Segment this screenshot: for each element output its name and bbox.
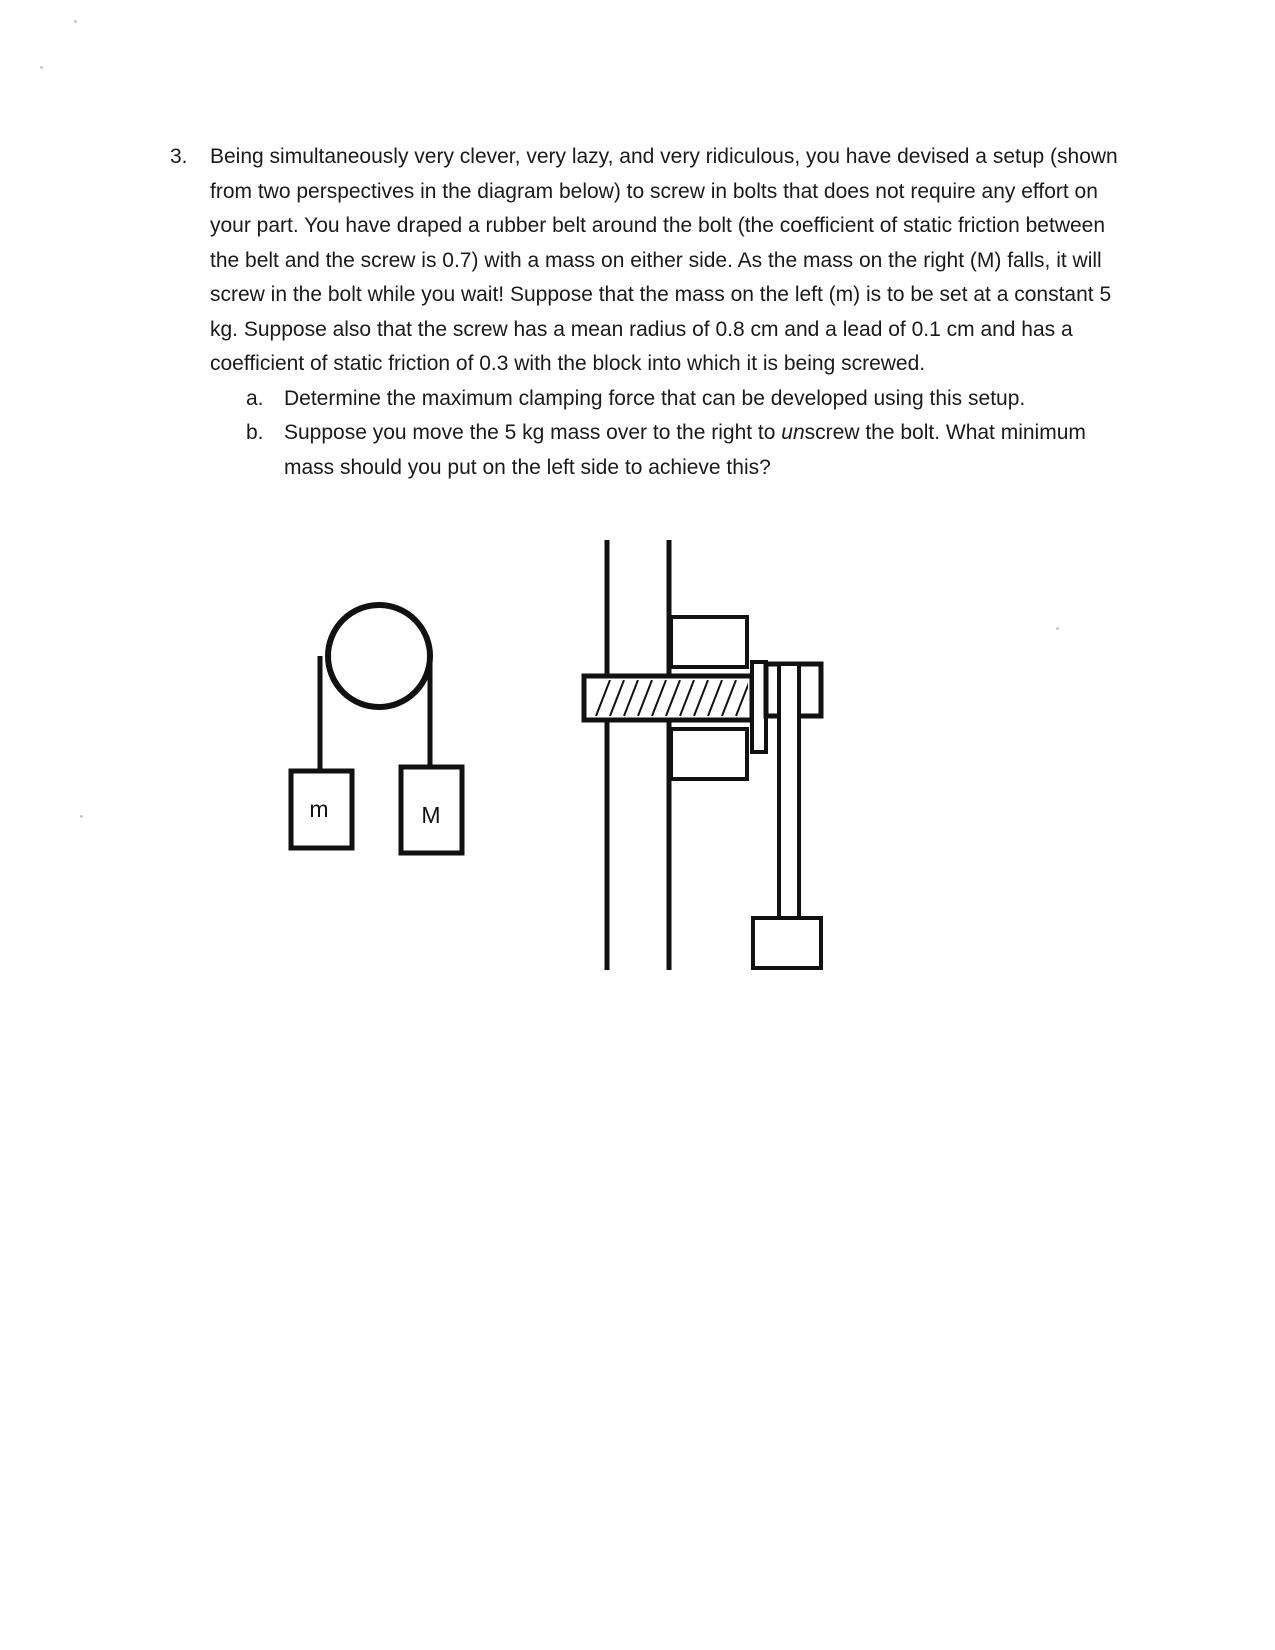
hanging-mass-box xyxy=(753,918,821,968)
subpart-b-text-post: screw the bolt. What minimum mass should you put on the left side to achieve this? xyxy=(284,421,1086,479)
scan-speck xyxy=(80,815,83,818)
bolt-side-view xyxy=(584,540,821,970)
scan-speck xyxy=(74,20,77,23)
subpart-b-text-pre: Suppose you move the 5 kg mass over to the right to xyxy=(284,421,782,444)
subpart-a xyxy=(246,382,1130,417)
subpart-a-text: Determine the maximum clamping force that can be developed using this setup. xyxy=(284,386,1026,410)
scan-speck xyxy=(1056,627,1059,630)
subpart-b-letter: b. xyxy=(246,421,264,444)
pulley-wheel xyxy=(328,605,430,707)
subparts-list xyxy=(246,382,1130,486)
right-mass-label: M xyxy=(421,802,441,828)
clamped-plate-upper xyxy=(671,617,747,667)
pulley-view xyxy=(291,605,462,853)
clamped-plate-lower xyxy=(671,729,747,779)
problem-text: Being simultaneously very clever, very lazy, and very ridiculous, you have devised a setup (shown from two perspectives in the diagram below) to screw in bolts that does not require any effort on your part. You have draped a rubber belt around the bolt (the coefficient of static friction between the belt and the screw is 0.7) with a mass on either side. As the mass on the right (M) falls, it will screw in the bolt while you wait! Suppose that the mass on the left (m) is to be set at a constant 5 kg. Suppose also that the screw has a mean radius of 0.8 cm and a lead of 0.1 cm and has a coefficient of static friction of 0.3 with the block into which it is being screwed. xyxy=(210,145,1118,375)
subpart-b-text-emphasis: un xyxy=(781,421,805,444)
problem-3 xyxy=(170,140,1130,485)
belt-hanging-strand xyxy=(779,664,799,922)
subpart-b xyxy=(246,416,1130,485)
problem-number: 3. xyxy=(170,145,188,168)
subpart-a-letter: a. xyxy=(246,386,264,410)
scan-speck xyxy=(40,66,43,69)
bolt-setup-diagram xyxy=(280,540,880,1020)
left-mass-label: m xyxy=(309,796,329,822)
problem-statement xyxy=(170,140,1130,382)
subpart-b-text xyxy=(284,416,1130,485)
